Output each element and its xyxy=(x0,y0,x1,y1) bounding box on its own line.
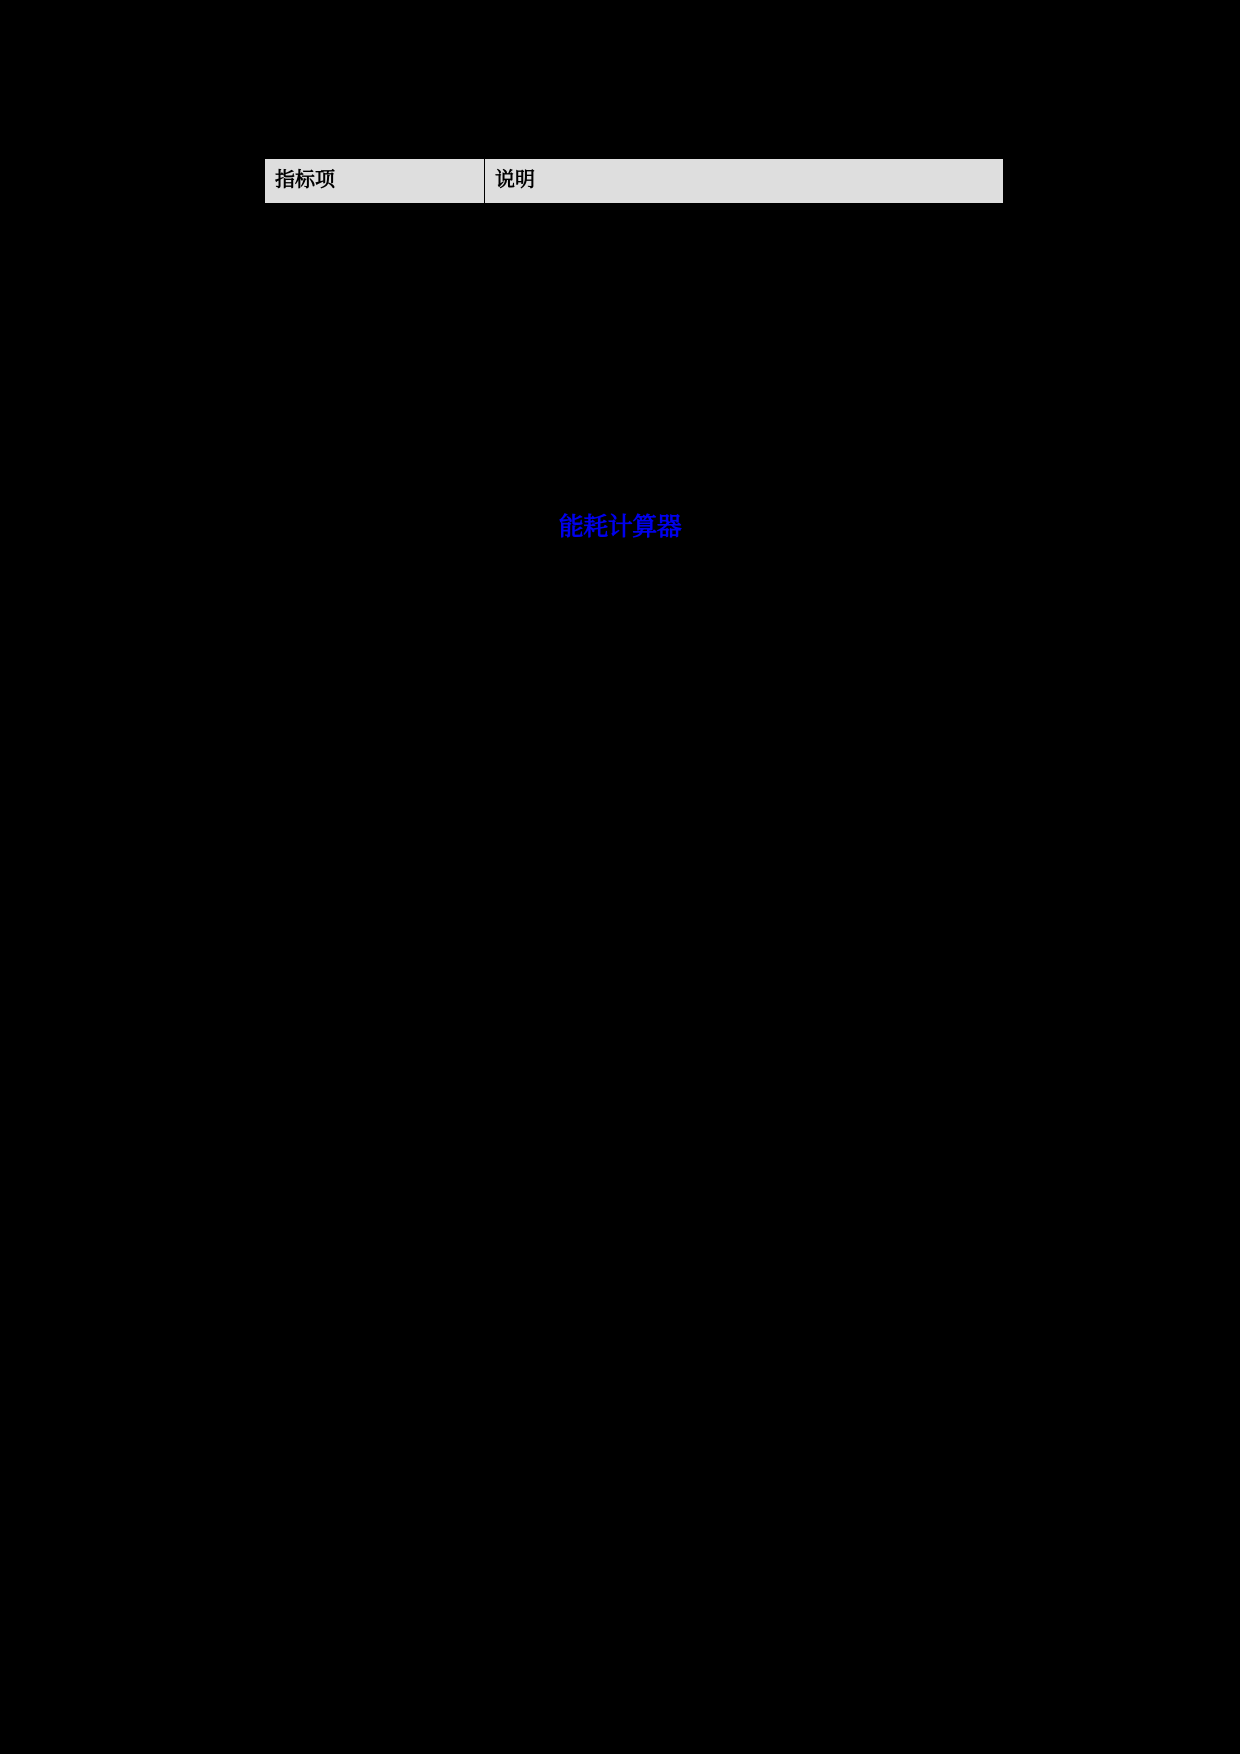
table-header xyxy=(265,159,1004,204)
metrics-table xyxy=(264,158,1004,204)
energy-calculator-link[interactable]: 能耗计算器 xyxy=(558,513,682,541)
table-header-row xyxy=(265,159,1004,204)
page-title xyxy=(0,512,1240,542)
metrics-table-container xyxy=(264,158,1003,204)
column-header-description: 说明 xyxy=(485,159,1004,204)
column-header-metric: 指标项 xyxy=(265,159,485,204)
